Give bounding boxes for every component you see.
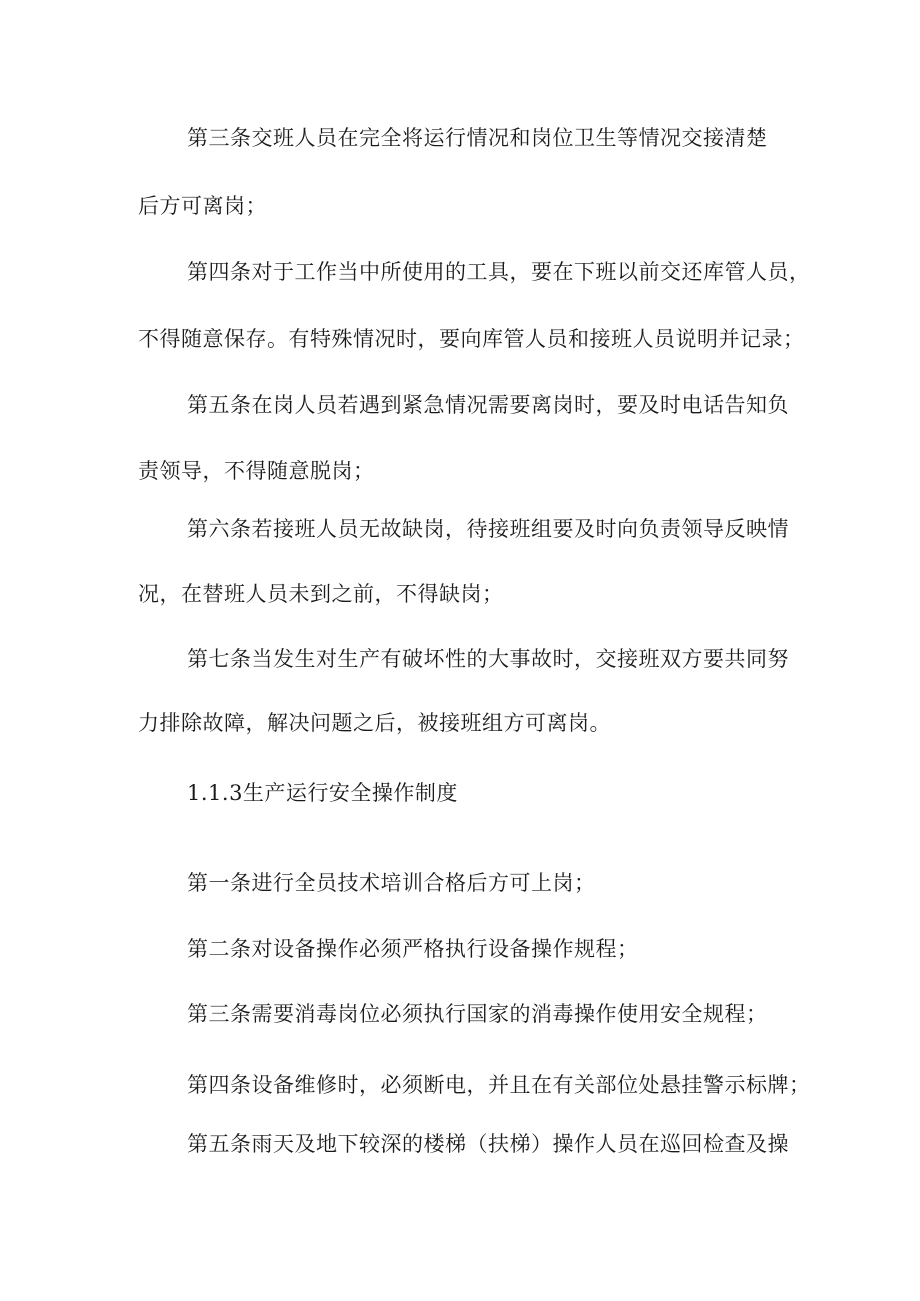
paragraph-line-continuation: 力排除故障，解决问题之后，被接班组方可离岗。 [138, 711, 611, 735]
paragraph-line-article-3-disinfection: 第三条需要消毒岗位必须执行国家的消毒操作使用安全规程； [187, 1002, 768, 1026]
paragraph-line-article-5-emergency: 第五条在岗人员若遇到紧急情况需要离岗时，要及时电话告知负 [187, 393, 789, 417]
paragraph-line-article-4-tools: 第四条对于工作当中所使用的工具，要在下班以前交还库管人员， [187, 260, 811, 284]
paragraph-line-article-1-training: 第一条进行全员技术培训合格后方可上岗； [187, 871, 596, 895]
paragraph-line-article-2-equipment: 第二条对设备操作必须严格执行设备操作规程； [187, 937, 639, 961]
paragraph-line-article-7-accident: 第七条当发生对生产有破坏性的大事故时，交接班双方要共同努 [187, 647, 789, 671]
paragraph-line-article-4-maintenance: 第四条设备维修时，必须断电，并且在有关部位处悬挂警示标牌； [187, 1073, 811, 1097]
paragraph-line-continuation: 后方可离岗； [138, 194, 267, 218]
paragraph-line-continuation: 责领导，不得随意脱岗； [138, 459, 375, 483]
section-heading: 1.1.3生产运行安全操作制度 [187, 781, 458, 805]
paragraph-line-continuation: 况，在替班人员未到之前，不得缺岗； [138, 582, 504, 606]
paragraph-line-article-5-stairs: 第五条雨天及地下较深的楼梯（扶梯）操作人员在巡回检查及操 [187, 1132, 789, 1156]
paragraph-line-continuation: 不得随意保存。有特殊情况时，要向库管人员和接班人员说明并记录； [138, 327, 805, 351]
paragraph-line-article-3-shift-handover: 第三条交班人员在完全将运行情况和岗位卫生等情况交接清楚 [187, 126, 768, 150]
paragraph-line-article-6-absence: 第六条若接班人员无故缺岗，待接班组要及时向负责领导反映情 [187, 517, 789, 541]
